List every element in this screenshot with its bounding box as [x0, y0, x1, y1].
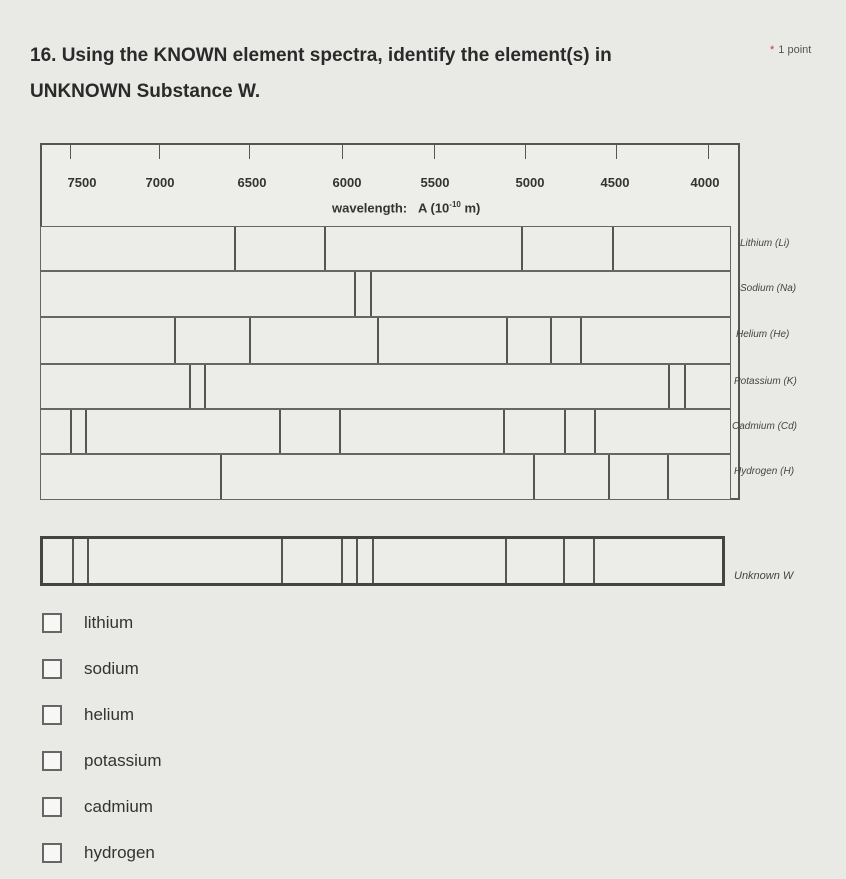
option-helium[interactable] — [42, 692, 161, 738]
spectral-line — [521, 227, 523, 270]
option-cadmium[interactable] — [42, 784, 161, 830]
spectral-line — [505, 539, 507, 583]
spectrum-label: Cadmium (Cd) — [732, 421, 798, 432]
spectral-line — [189, 365, 191, 408]
option-label: hydrogen — [84, 843, 155, 862]
points-badge: * 1 point — [770, 44, 812, 56]
spectral-line — [377, 318, 379, 363]
spectrum-label: Hydrogen (H) — [734, 466, 795, 477]
option-label: potassium — [84, 751, 162, 770]
spectral-line — [608, 455, 610, 499]
question-line-1: 16. Using the KNOWN element spectra, identify the element(s) in — [30, 45, 612, 66]
spectral-line — [612, 227, 614, 270]
spectrum-label: Lithium (Li) — [740, 238, 790, 249]
spectral-line — [684, 365, 686, 408]
spectral-line — [234, 227, 236, 270]
checkbox[interactable] — [42, 705, 62, 725]
scale-label: 6500 — [237, 175, 267, 190]
spectral-line — [550, 318, 552, 363]
spectral-line — [72, 539, 74, 583]
checkbox[interactable] — [42, 659, 62, 679]
spectrum-band-helium — [40, 317, 731, 364]
unknown-label: Unknown W — [734, 570, 794, 582]
scale-label: 4500 — [600, 175, 630, 190]
spectral-line — [324, 227, 326, 270]
option-label: helium — [84, 705, 135, 724]
question-line-2: UNKNOWN Substance W. — [30, 81, 261, 102]
spectral-line — [356, 539, 358, 583]
checkbox[interactable] — [42, 797, 62, 817]
option-potassium[interactable] — [42, 738, 161, 784]
spectral-line — [580, 318, 582, 363]
spectral-line — [593, 539, 595, 583]
scale-label: 4000 — [690, 175, 720, 190]
scale-tick — [616, 145, 617, 159]
checkbox[interactable] — [42, 843, 62, 863]
scale-tick — [708, 145, 709, 159]
scale-label: 7000 — [145, 175, 175, 190]
spectral-line — [564, 410, 566, 453]
option-lithium[interactable] — [42, 600, 161, 646]
spectral-line — [370, 272, 372, 316]
question-text — [30, 38, 730, 110]
spectral-line — [70, 410, 72, 453]
wavelength-label: wavelength: A ($10^{-10}$ m) — [332, 200, 481, 216]
scale-label: 6000 — [332, 175, 362, 190]
spectral-line — [87, 539, 89, 583]
spectrum-band-potassium — [40, 364, 731, 409]
scale-tick — [342, 145, 343, 159]
spectrum-band-sodium — [40, 271, 731, 317]
spectral-line — [279, 410, 281, 453]
spectral-line — [174, 318, 176, 363]
scale-label: 7500 — [67, 175, 97, 190]
spectral-line — [341, 539, 343, 583]
required-asterisk-icon: * — [770, 44, 775, 56]
spectrum-label: Potassium (K) — [734, 376, 797, 387]
scale-tick — [249, 145, 250, 159]
scale-tick — [70, 145, 71, 159]
option-label: cadmium — [84, 797, 153, 816]
option-label: sodium — [84, 659, 139, 678]
scale-tick — [525, 145, 526, 159]
spectral-line — [563, 539, 565, 583]
scale-tick — [434, 145, 435, 159]
spectral-line — [594, 410, 596, 453]
spectrum-band-lithium — [40, 226, 731, 271]
option-label: lithium — [84, 613, 134, 632]
spectrum-band-cadmium — [40, 409, 731, 454]
spectral-line — [249, 318, 251, 363]
spectrum-band-unknown — [40, 536, 725, 586]
checkbox[interactable] — [42, 751, 62, 771]
spectrum-label: Sodium (Na) — [740, 283, 797, 294]
spectral-line — [339, 410, 341, 453]
spectral-line — [503, 410, 505, 453]
spectral-line — [533, 455, 535, 499]
option-hydrogen[interactable] — [42, 830, 161, 876]
spectral-line — [354, 272, 356, 316]
scale-label: 5500 — [420, 175, 450, 190]
answer-options — [42, 600, 161, 876]
spectrum-band-hydrogen — [40, 454, 731, 500]
scale-label: 5000 — [515, 175, 545, 190]
spectral-line — [668, 365, 670, 408]
option-sodium[interactable] — [42, 646, 161, 692]
spectral-line — [667, 455, 669, 499]
checkbox[interactable] — [42, 613, 62, 633]
scale-tick — [159, 145, 160, 159]
spectral-line — [281, 539, 283, 583]
spectral-line — [506, 318, 508, 363]
spectral-line — [204, 365, 206, 408]
spectral-line — [85, 410, 87, 453]
spectral-line — [372, 539, 374, 583]
spectrum-label: Helium (He) — [736, 329, 790, 340]
spectral-line — [220, 455, 222, 499]
